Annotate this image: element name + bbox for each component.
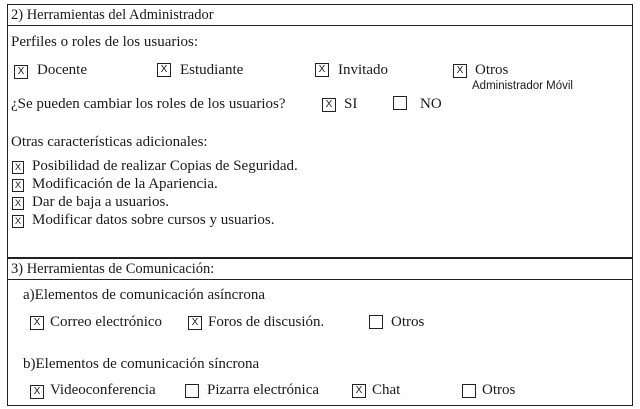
checkbox-videoconference[interactable]: X [30,385,44,399]
no-label: NO [420,96,442,112]
sync-otros-label: Otros [482,382,516,398]
checkbox-docente[interactable]: X [14,65,28,79]
checkbox-forums[interactable]: X [188,316,202,330]
chat-label: Chat [372,382,401,398]
communication-tools-section [7,258,633,406]
role-otros-label: Otros [475,62,509,78]
role-docente-label: Docente [37,62,87,78]
otros-note: Administrador Móvil [472,80,573,92]
checkbox-whiteboard[interactable] [185,384,199,398]
checkbox-chat[interactable]: X [352,384,366,398]
section-title: 3) Herramientas de Comunicación: [8,259,632,280]
checkbox-feature-modify-data[interactable]: X [12,215,24,228]
admin-tools-section [7,4,633,258]
checkbox-feature-remove-users[interactable]: X [12,197,24,210]
async-label: a)Elementos de comunicación asíncrona [23,287,265,303]
checkbox-sync-otros[interactable] [462,384,476,398]
checkbox-otros-role[interactable]: X [453,64,467,78]
profiles-label: Perfiles o roles de los usuarios: [11,34,199,50]
feature-backup-label: Posibilidad de realizar Copias de Seguridad. [32,158,298,174]
email-label: Correo electrónico [50,314,163,330]
section-title: 2) Herramientas del Administrador [8,5,632,26]
feature-modify-data-label: Modificar datos sobre cursos y usuarios. [32,212,275,228]
checkbox-invitado[interactable]: X [315,63,329,77]
other-features-label: Otras características adicionales: [11,134,208,150]
checkbox-email[interactable]: X [30,316,44,330]
change-roles-question: ¿Se pueden cambiar los roles de los usuarios? [11,96,286,112]
feature-remove-users-label: Dar de baja a usuarios. [32,194,170,210]
sync-label: b)Elementos de comunicación síncrona [23,356,260,372]
checkbox-feature-backup[interactable]: X [12,161,24,174]
checkbox-si[interactable]: X [322,98,336,112]
role-estudiante-label: Estudiante [180,62,244,78]
checkbox-async-otros[interactable] [369,315,383,329]
feature-appearance-label: Modificación de la Apariencia. [32,176,218,192]
si-label: SI [344,96,358,112]
checkbox-no[interactable] [393,96,407,110]
forums-label: Foros de discusión. [208,314,325,330]
role-invitado-label: Invitado [338,62,388,78]
checkbox-feature-appearance[interactable]: X [12,179,24,192]
whiteboard-label: Pizarra electrónica [207,382,320,398]
checkbox-estudiante[interactable]: X [157,63,171,77]
async-otros-label: Otros [391,314,425,330]
videoconference-label: Videoconferencia [50,382,156,398]
